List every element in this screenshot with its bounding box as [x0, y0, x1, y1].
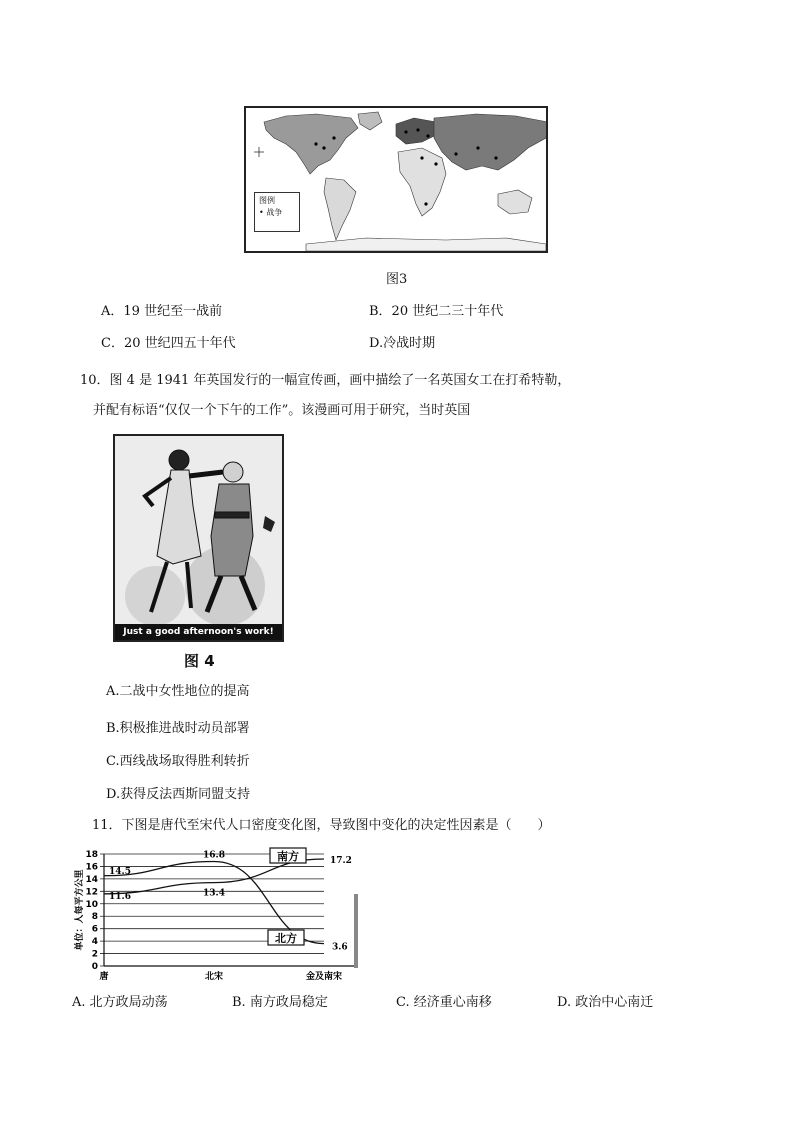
y-tick-label: 0: [91, 962, 98, 972]
q10-option-c[interactable]: C.西线战场取得胜利转折: [106, 754, 250, 769]
frame-shadow: [354, 894, 358, 968]
war-map-figure: [244, 106, 548, 253]
asia-shape: [434, 114, 546, 170]
y-tick-label: 14: [85, 874, 98, 885]
figure3-caption: 图3: [386, 272, 408, 287]
y-tick-label: 16: [85, 862, 98, 873]
q9-option-b[interactable]: B．20 世纪二三十年代: [369, 304, 504, 319]
q11-option-b[interactable]: B. 南方政局稳定: [232, 995, 328, 1010]
q11-option-c[interactable]: C. 经济重心南移: [396, 995, 492, 1010]
map-legend: [254, 192, 300, 232]
europe-shape: [396, 118, 436, 144]
poster-illustration: [115, 436, 282, 624]
x-tick-label: 北宋: [204, 972, 224, 981]
north-america-shape: [264, 114, 358, 174]
greenland-shape: [358, 112, 382, 130]
y-tick-label: 6: [91, 924, 98, 935]
figure4-caption: 图 4: [184, 652, 215, 670]
antarctica-shape: [306, 238, 546, 251]
series-name-label: 北方: [275, 932, 297, 945]
data-label: 14.5: [109, 866, 131, 877]
poster-slogan: Just a good afternoon's work!: [115, 624, 282, 640]
q10-option-b[interactable]: B.积极推进战时动员部署: [106, 721, 250, 736]
australia-shape: [498, 190, 532, 214]
q9-option-d[interactable]: D.冷战时期: [369, 336, 436, 351]
y-tick-label: 2: [91, 949, 98, 960]
data-label: 16.8: [203, 850, 225, 861]
x-tick-label: 唐: [99, 972, 109, 981]
q10-option-d[interactable]: D.获得反法西斯同盟支持: [106, 787, 251, 802]
y-tick-label: 10: [85, 899, 98, 910]
y-tick-label: 8: [91, 912, 98, 923]
q11-option-d[interactable]: D. 政治中心南迁: [557, 995, 654, 1010]
q11-option-a[interactable]: A. 北方政局动荡: [72, 995, 168, 1010]
y-tick-label: 12: [85, 887, 98, 898]
data-label: 3.6: [332, 942, 348, 953]
data-label: 17.2: [330, 855, 352, 866]
q11-stem: 11．下图是唐代至宋代人口密度变化图，导致图中变化的决定性因素是（ ）: [92, 818, 551, 833]
chart-svg: [72, 846, 362, 981]
q10-stem-line2: 并配有标语“仅仅一个下午的工作”。该漫画可用于研究，当时英国: [93, 403, 471, 418]
y-tick-label: 4: [91, 937, 98, 948]
data-label: 11.6: [109, 891, 131, 902]
q9-option-c[interactable]: C．20 世纪四五十年代: [101, 336, 236, 351]
y-tick-label: 18: [85, 850, 98, 860]
series-name-label: 南方: [277, 850, 299, 863]
legend-item-war: • 战争: [259, 208, 283, 217]
y-axis-label: 单位：人每平方公里: [75, 869, 85, 951]
propaganda-poster: [113, 434, 284, 642]
q10-stem-line1: 10．图 4 是 1941 年英国发行的一幅宣传画，画中描绘了一名英国女工在打希特勒，: [80, 373, 571, 388]
legend-title: 图例: [259, 196, 275, 205]
x-tick-label: 金及南宋: [305, 972, 343, 981]
population-density-chart: [72, 846, 362, 981]
south-america-shape: [324, 178, 356, 240]
q10-option-a[interactable]: A.二战中女性地位的提高: [106, 684, 250, 699]
data-label: 13.4: [203, 888, 225, 899]
q9-option-a[interactable]: A．19 世纪至一战前: [101, 304, 223, 319]
